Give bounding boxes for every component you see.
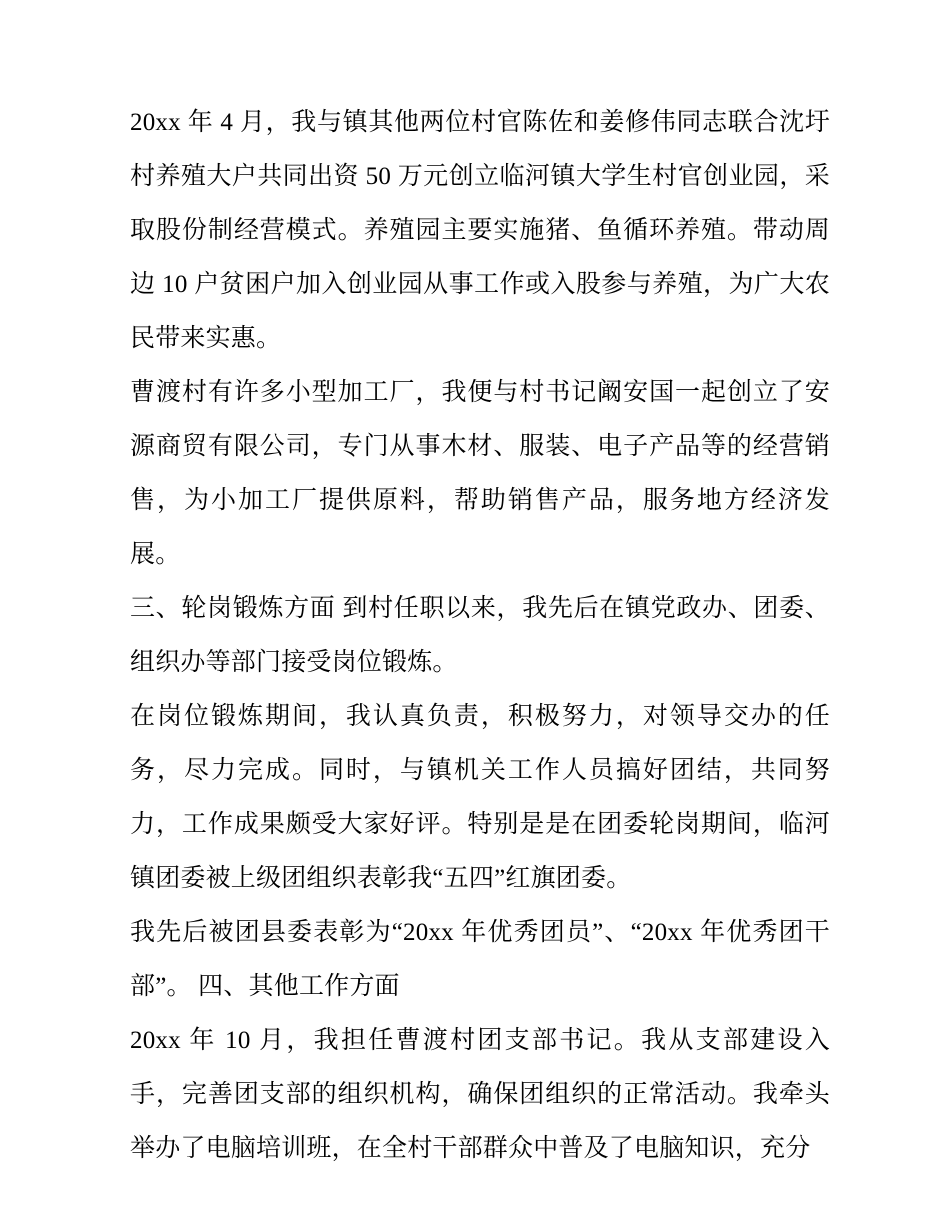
paragraph: 曹渡村有许多小型加工厂，我便与村书记阚安国一起创立了安源商贸有限公司，专门从事木材、服装、电子产品等的经营销售，为小加工厂提供原料，帮助销售产品，服务地方经济发展。 — [130, 379, 830, 568]
paragraph: 我先后被团县委表彰为“20xx 年优秀团员”、“20xx 年优秀团干部”。 四、其他工作方面 — [130, 919, 830, 1000]
paragraph: 20xx 年 10 月，我担任曹渡村团支部书记。我从支部建设入手，完善团支部的组织机构，确保团组织的正常活动。我牵头举办了电脑培训班，在全村干部群众中普及了电脑知识，充分 — [130, 1027, 830, 1162]
document-body — [130, 96, 830, 1176]
paragraph: 三、轮岗锻炼方面 到村任职以来，我先后在镇党政办、团委、组织办等部门接受岗位锻炼。 — [130, 595, 830, 676]
paragraph: 在岗位锻炼期间，我认真负责，积极努力，对领导交办的任务，尽力完成。同时，与镇机关工作人员搞好团结，共同努力，工作成果颇受大家好评。特别是是在团委轮岗期间，临河镇团委被上级团组织表彰我“五四”红旗团委。 — [130, 703, 830, 892]
paragraph: 20xx 年 4 月，我与镇其他两位村官陈佐和姜修伟同志联合沈圩村养殖大户共同出资 50 万元创立临河镇大学生村官创业园，采取股份制经营模式。养殖园主要实施猪、鱼循环养殖。带动周边 10 户贫困户加入创业园从事工作或入股参与养殖，为广大农民带来实惠。 — [130, 109, 830, 352]
